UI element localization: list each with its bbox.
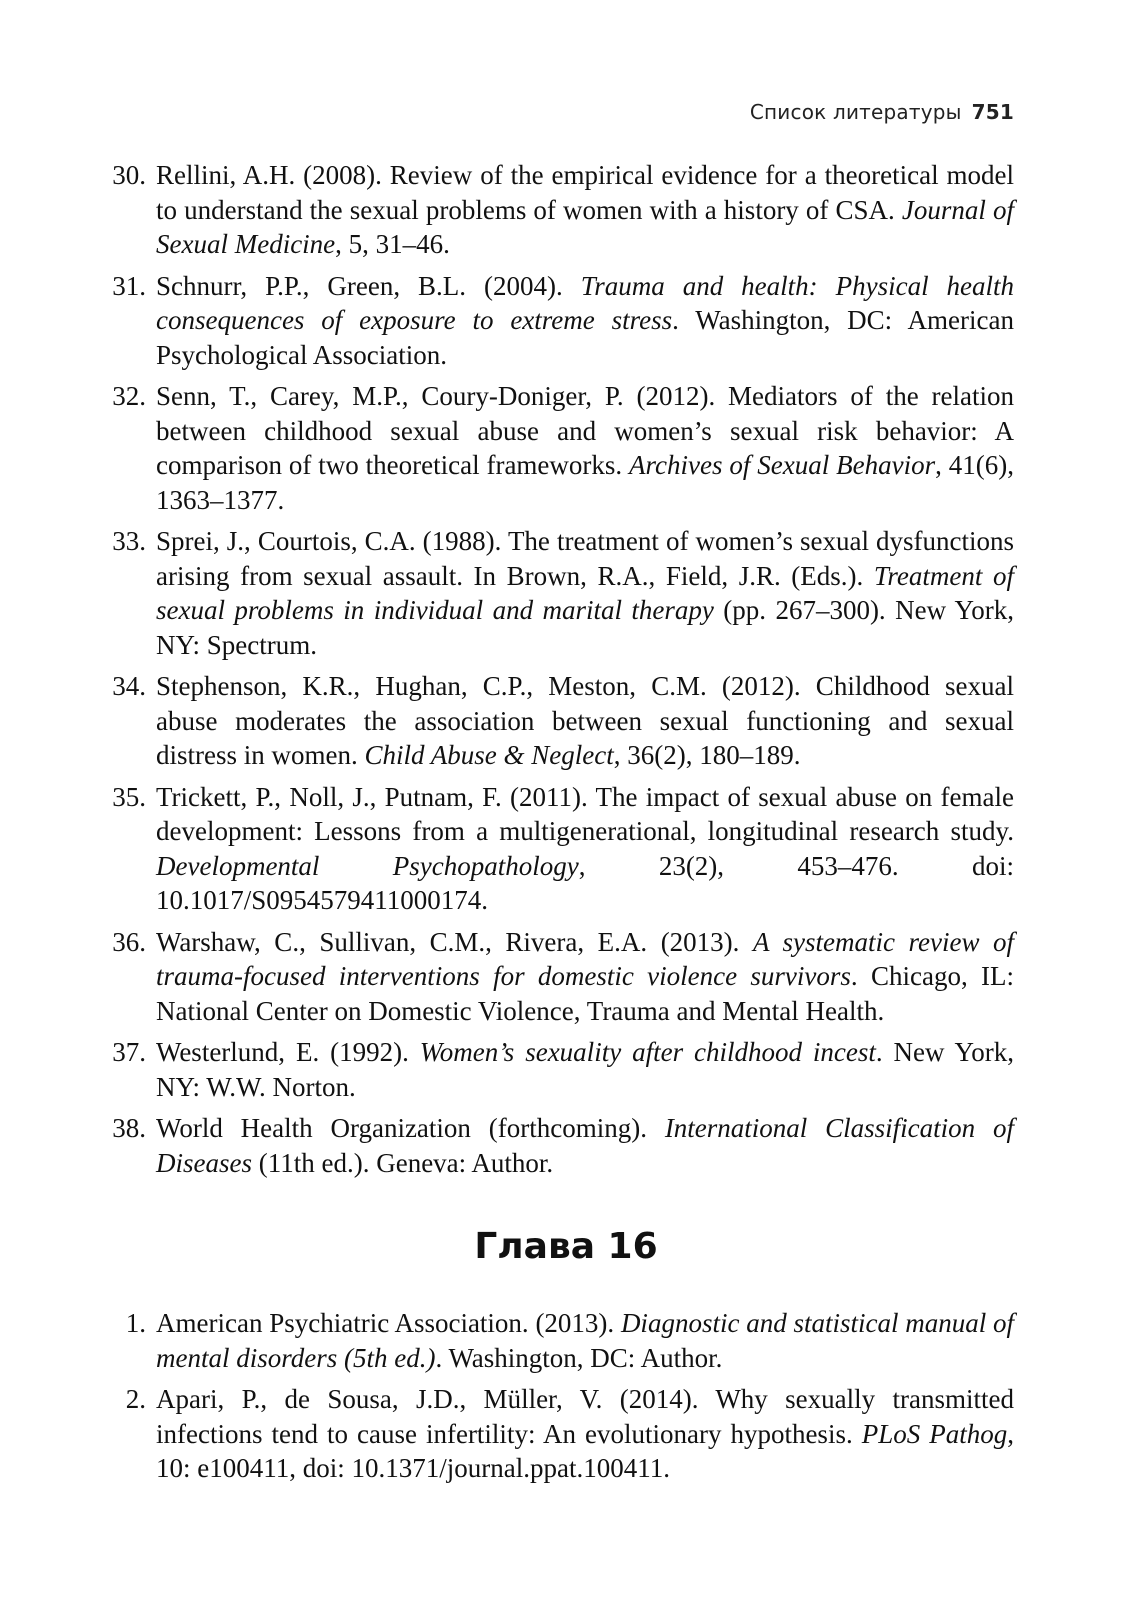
- section-title: Список литературы: [749, 100, 962, 124]
- running-head: [750, 100, 1014, 124]
- reference-entry: [104, 269, 1014, 373]
- reference-text-part: , 10: e100411, doi: 10.1371/journal.ppat.100411.: [156, 1418, 1014, 1483]
- reference-title-italic: Women’s sexuality after childhood incest: [419, 1037, 876, 1067]
- reference-text: [156, 1308, 1014, 1373]
- reference-text: [156, 160, 1014, 259]
- reference-text-part: (pp. 267–300). New York, NY: Spectrum.: [156, 595, 1015, 660]
- reference-entry: [104, 524, 1014, 662]
- reference-text-part: Apari, P., de Sousa, J.D., Müller, V. (2014). Why sexually transmitted infections tend to cause infertility: An evolutionary hypothesis.: [156, 1384, 1014, 1449]
- reference-number: 31.: [112, 270, 146, 301]
- reference-text-part: Stephenson, K.R., Hughan, C.P., Meston, C.M. (2012). Childhood sexual abuse moderates the association between sexual functioning and sexual distress in women.: [156, 671, 1014, 770]
- reference-text: [156, 381, 1014, 515]
- reference-number: 37.: [112, 1037, 146, 1067]
- reference-text-part: World Health Organization (forthcoming).: [156, 1113, 665, 1143]
- reference-text-part: Senn, T., Carey, M.P., Coury-Doniger, P. (2012). Mediators of the relation between childhood sexual abuse and women’s sexual risk behavior: A comparison of two theoretical frameworks.: [156, 381, 1014, 480]
- reference-text-part: Warshaw, C., Sullivan, C.M., Rivera, E.A. (2013).: [156, 926, 753, 957]
- reference-text-part: Trickett, P., Noll, J., Putnam, F. (2011). The impact of sexual abuse on female development: Lessons from a multigenerational, longitudinal research study.: [156, 781, 1014, 846]
- reference-title-italic: PLoS Pathog: [861, 1418, 1008, 1449]
- page-number: 751: [971, 100, 1014, 124]
- reference-text-part: Rellini, A.H. (2008). Review of the empirical evidence for a theoretical model to understand the sexual problems of women with a history of CSA.: [156, 160, 1014, 225]
- reference-text-part: Sprei, J., Courtois, C.A. (1988). The treatment of women’s sexual dysfunctions arising from sexual assault. In Brown, R.A., Field, J.R. (Eds.).: [156, 526, 1014, 591]
- reference-text-part: (11th ed.). Geneva: Author.: [252, 1147, 554, 1178]
- reference-entry: [104, 379, 1014, 517]
- reference-title-italic: International Classification of Diseases: [156, 1113, 1014, 1178]
- reference-title-italic: Archives of Sexual Behavior: [629, 450, 936, 480]
- reference-number: 34.: [112, 671, 146, 701]
- reference-text-part: , 41(6), 1363–1377.: [156, 450, 1014, 515]
- reference-number: 33.: [112, 526, 146, 556]
- reference-text-part: . Washington, DC: Author.: [435, 1342, 723, 1373]
- reference-title-italic: Journal of Sexual Medicine: [156, 194, 1014, 259]
- reference-text-part: , 5, 31–46.: [335, 229, 450, 259]
- reference-entry: [104, 1306, 1014, 1375]
- reference-entry: [104, 1035, 1014, 1104]
- reference-text-part: Westerlund, E. (1992).: [156, 1037, 420, 1067]
- reference-entry: [104, 1111, 1014, 1180]
- reference-entry: [104, 1382, 1014, 1486]
- reference-number: 35.: [112, 781, 146, 812]
- reference-list-continued: [104, 158, 1014, 1187]
- reference-list-chapter-16: [104, 1306, 1014, 1493]
- reference-text: [156, 782, 1014, 916]
- reference-title-italic: Treatment of sexual problems in individual and marital therapy: [156, 560, 1014, 625]
- reference-entry: [104, 925, 1014, 1029]
- reference-entry: [104, 158, 1014, 262]
- reference-number: 36.: [112, 926, 146, 957]
- reference-text: [156, 1113, 1014, 1178]
- reference-entry: [104, 669, 1014, 773]
- reference-text: [156, 1037, 1014, 1102]
- reference-text: [156, 271, 1014, 370]
- reference-text: [156, 526, 1014, 660]
- reference-number: 2.: [125, 1384, 146, 1414]
- reference-text-part: . New York, NY: W.W. Norton.: [156, 1037, 1014, 1102]
- reference-text-part: , 36(2), 180–189.: [613, 740, 801, 770]
- reference-text: [156, 1384, 1014, 1483]
- reference-text-part: , 23(2), 453–476. doi: 10.1017/S0954579411000174.: [156, 850, 1014, 915]
- reference-title-italic: Developmental Psychopathology: [156, 850, 579, 881]
- chapter-heading: Глава 16: [474, 1226, 658, 1267]
- reference-text-part: . Washington, DC: American Psychological Association.: [156, 305, 1014, 370]
- reference-text-part: Schnurr, P.P., Green, B.L. (2004).: [156, 270, 581, 301]
- reference-number: 32.: [112, 381, 146, 411]
- reference-text-part: . Chicago, IL: National Center on Domestic Violence, Trauma and Mental Health.: [156, 961, 1015, 1026]
- reference-text-part: American Psychiatric Association. (2013).: [156, 1308, 621, 1338]
- reference-title-italic: Diagnostic and statistical manual of mental disorders (5th ed.): [156, 1308, 1014, 1373]
- reference-title-italic: Child Abuse & Neglect: [364, 740, 614, 770]
- reference-entry: [104, 780, 1014, 918]
- reference-title-italic: A systematic review of trauma-focused interventions for domestic violence survivors: [156, 926, 1014, 991]
- reference-number: 30.: [112, 160, 146, 190]
- reference-text: [156, 671, 1014, 770]
- reference-number: 38.: [112, 1113, 146, 1143]
- reference-number: 1.: [125, 1308, 146, 1338]
- reference-title-italic: Trauma and health: Physical health consequences of exposure to extreme stress: [156, 270, 1015, 335]
- reference-text: [156, 927, 1014, 1026]
